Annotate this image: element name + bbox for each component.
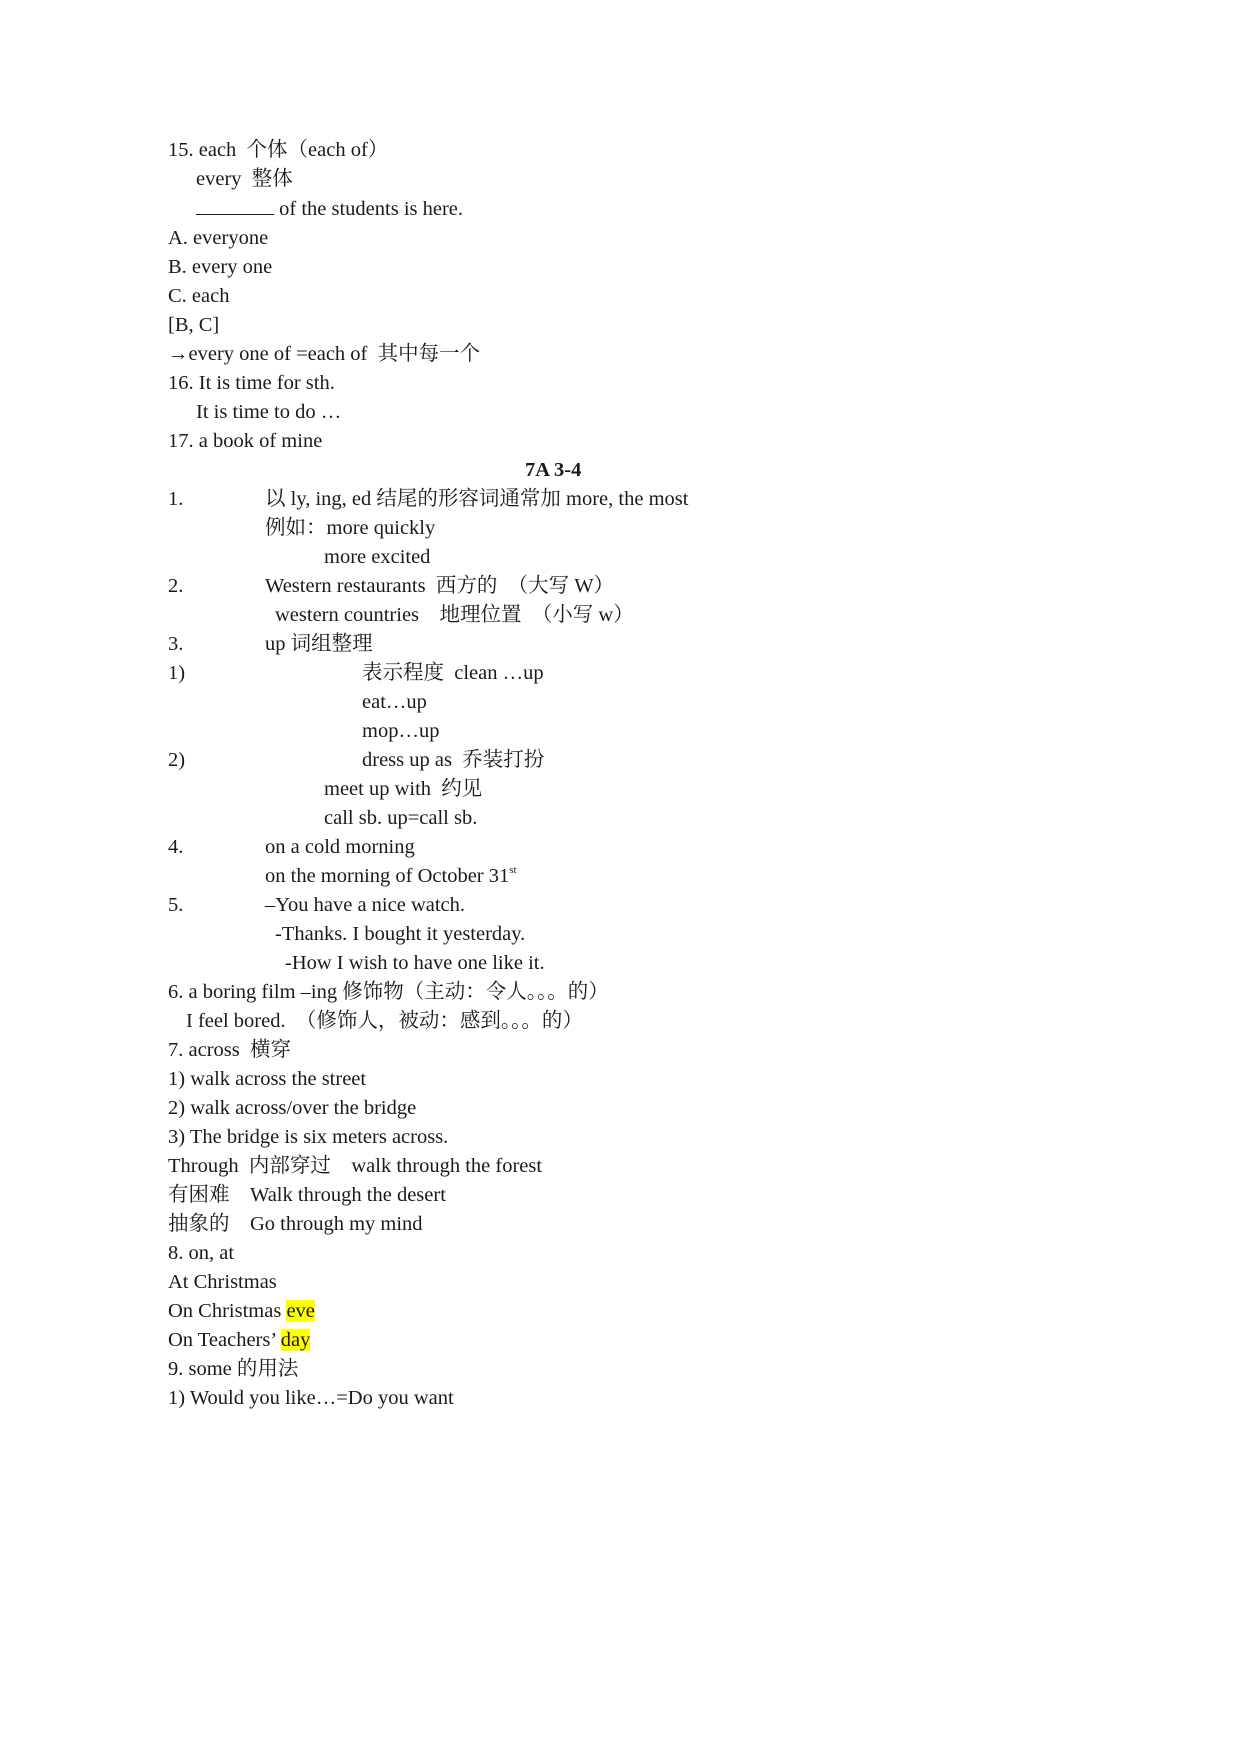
point-5-third: -How I wish to have one like it. <box>285 952 545 974</box>
point-2: Western restaurants 西方的 （大写 W） <box>265 575 615 597</box>
answer: [B, C] <box>168 314 220 336</box>
item-8-a: At Christmas <box>168 1271 277 1293</box>
option-a: A. everyone <box>168 227 269 249</box>
item-8-c: On Teachers’ day <box>168 1329 311 1351</box>
highlighted-word: eve <box>286 1300 315 1322</box>
item-8-b: On Christmas eve <box>168 1300 315 1322</box>
point-3-1-c: mop…up <box>362 720 440 742</box>
list-number-2: 2. <box>168 575 184 597</box>
highlighted-word: day <box>280 1329 311 1351</box>
point-3-2: dress up as 乔装打扮 <box>362 749 545 771</box>
item-15-every: every 整体 <box>196 168 293 190</box>
item-7-abstract: 抽象的 Go through my mind <box>168 1213 423 1235</box>
point-4-second: on the morning of October 31st <box>265 864 517 887</box>
list-number-4: 4. <box>168 836 184 858</box>
item-15-question: of the students is here. <box>196 198 463 220</box>
list-number-3: 3. <box>168 633 184 655</box>
item-9: 9. some 的用法 <box>168 1358 299 1380</box>
point-3-1-b: eat…up <box>362 691 427 713</box>
item-7-1: 1) walk across the street <box>168 1068 367 1090</box>
list-number-1: 1. <box>168 488 184 510</box>
item-6: 6. a boring film –ing 修饰物（主动：令人。。。的） <box>168 981 609 1003</box>
sublist-number-1: 1) <box>168 662 186 684</box>
point-5: –You have a nice watch. <box>265 894 466 916</box>
option-b: B. every one <box>168 256 273 278</box>
item-15-each: 15. each 个体（each of） <box>168 139 389 161</box>
item-7-difficult: 有困难 Walk through the desert <box>168 1184 446 1206</box>
item-8: 8. on, at <box>168 1242 235 1264</box>
item-7-through: Through 内部穿过 walk through the forest <box>168 1155 543 1177</box>
point-3-2-b: meet up with 约见 <box>324 778 483 800</box>
item-17: 17. a book of mine <box>168 430 323 452</box>
item-6-second: I feel bored. （修饰人，被动：感到。。。的） <box>186 1010 583 1032</box>
point-5-second: -Thanks. I bought it yesterday. <box>275 923 526 945</box>
point-4: on a cold morning <box>265 836 415 858</box>
fill-in-blank <box>196 198 274 215</box>
item-7: 7. across 横穿 <box>168 1039 291 1061</box>
point-2-second: western countries 地理位置 （小写 w） <box>275 604 634 626</box>
sublist-number-2: 2) <box>168 749 186 771</box>
item-7-2: 2) walk across/over the bridge <box>168 1097 417 1119</box>
point-1-example-2: more excited <box>324 546 431 568</box>
point-1: 以 ly, ing, ed 结尾的形容词通常加 more, the most <box>265 488 689 510</box>
point-1-example: 例如：more quickly <box>265 517 436 539</box>
item-9-1: 1) Would you like…=Do you want <box>168 1387 454 1409</box>
point-3-1: 表示程度 clean …up <box>362 662 544 684</box>
item-15-note: →every one of =each of 其中每一个 <box>168 343 481 365</box>
item-16-second: It is time to do … <box>196 401 342 423</box>
item-16: 16. It is time for sth. <box>168 372 335 394</box>
option-c: C. each <box>168 285 230 307</box>
section-heading: 7A 3-4 <box>525 459 582 481</box>
right-arrow-icon: → <box>168 343 189 365</box>
item-7-3: 3) The bridge is six meters across. <box>168 1126 449 1148</box>
point-3-2-c: call sb. up=call sb. <box>324 807 478 829</box>
list-number-5: 5. <box>168 894 184 916</box>
point-3: up 词组整理 <box>265 633 373 655</box>
